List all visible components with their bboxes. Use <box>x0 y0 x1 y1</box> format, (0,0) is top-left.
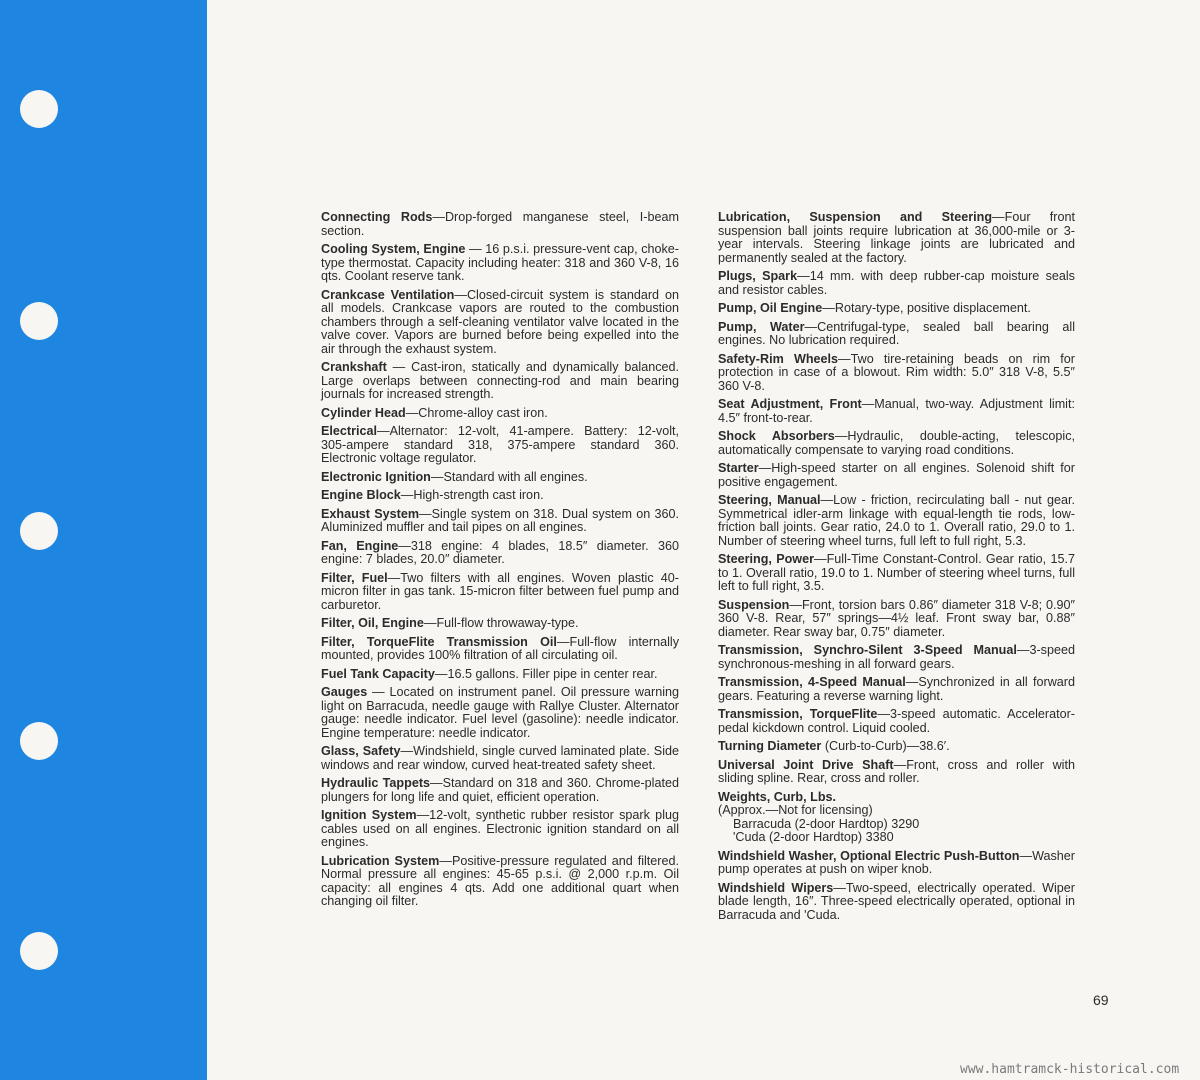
spec-separator: — <box>822 301 835 315</box>
spec-term: Plugs, Spark <box>718 269 798 283</box>
spec-entry <box>321 686 679 740</box>
spec-term: Shock Absorbers <box>718 429 835 443</box>
spec-separator: — <box>465 242 486 256</box>
spec-entry <box>321 777 679 804</box>
spec-entry <box>321 361 679 402</box>
spec-entry <box>321 289 679 357</box>
spec-description: Full-Time Constant-Control. Gear ratio, 15.7 to 1. Overall ratio, 19.0 to 1. Number of steering wheel turns, full left to full right, 3.5. <box>718 552 1075 593</box>
spec-separator: — <box>556 634 570 649</box>
spec-description: Two-speed, electrically operated. Wiper blade length, 16″. Three-speed electrically operated, optional in Barracuda and 'Cuda. <box>718 880 1075 922</box>
spec-term: Fan, Engine <box>321 538 399 553</box>
binder-hole <box>20 932 58 970</box>
spec-entry <box>718 462 1075 489</box>
spec-term: Cooling System, Engine <box>321 242 466 256</box>
spec-separator: — <box>833 880 846 895</box>
spec-description: Closed-circuit system is standard on all models. Crankcase vapors are routed to the combustion chambers through a self-cleaning ventilator valve located in the valve cover. Vapors are burned before being expelled into the air through the exhaust system. <box>321 287 679 356</box>
spec-separator: — <box>758 461 772 475</box>
spec-separator: — <box>789 597 802 612</box>
spec-description: 16 p.s.i. pressure-vent cap, choke-type thermostat. Capacity including heater: 318 and 360 V-8, 16 qts. Coolant reserve tank. <box>321 242 680 283</box>
spec-separator: — <box>992 210 1005 224</box>
spec-term: Pump, Oil Engine <box>718 301 823 315</box>
spec-description: 318 engine: 4 blades, 18.5″ diameter. 360 engine: 7 blades, 20.0″ diameter. <box>321 538 679 566</box>
spec-term: Exhaust System <box>321 506 420 521</box>
spec-separator: — <box>454 287 467 302</box>
page-number: 69 <box>1093 992 1109 1008</box>
spec-term: Windshield Wipers <box>718 880 834 895</box>
spec-term: Turning Diameter <box>718 739 822 753</box>
spec-entry <box>321 809 679 850</box>
spec-entry <box>718 676 1075 703</box>
spec-description: Alternator: 12-volt, 41-ampere. Battery: 12-volt, 305-ampere standard 318, 375-ampere standard 360. Electronic voltage regulator. <box>321 424 679 465</box>
spec-term: Electrical <box>321 424 378 438</box>
spec-description: Four front suspension ball joints require lubrication at 36,000-mile or 3-year intervals. Steering linkage joints are lubricated and permanently sealed at the factory. <box>718 210 1076 265</box>
spec-description: High-speed starter on all engines. Solenoid shift for positive engagement. <box>718 461 1075 489</box>
spec-separator: — <box>432 210 445 224</box>
spec-term: Transmission, Synchro-Silent 3-Speed Manual <box>718 643 1017 657</box>
spec-entry <box>321 471 679 485</box>
spec-separator: — <box>423 616 437 630</box>
spec-term: Filter, Fuel <box>321 570 388 585</box>
spec-description: Chrome-alloy cast iron. <box>418 405 548 420</box>
spec-separator: — <box>434 666 448 681</box>
spec-term: Hydraulic Tappets <box>321 776 431 790</box>
spec-description: Front, torsion bars 0.86″ diameter 318 V-8; 0.90″ 360 V-8. Rear, 57″ springs—4½ leaf. Front sway bar, 0.88″ diameter. Rear sway bar, 0.75″ diameter. <box>718 597 1075 639</box>
spec-description: 3-speed automatic. Accelerator-pedal kickdown control. Liquid cooled. <box>718 707 1075 735</box>
spec-description: Synchronized in all forward gears. Featuring a reverse warning light. <box>718 675 1075 703</box>
spec-entry <box>718 644 1075 671</box>
spec-entry <box>321 243 679 284</box>
spec-separator: — <box>834 429 848 443</box>
weights-line: Barracuda (2-door Hardtop) 3290 <box>733 816 920 831</box>
spec-separator: — <box>400 488 414 502</box>
weights-note: (Approx.—Not for licensing) <box>718 803 873 817</box>
weights-line: 'Cuda (2-door Hardtop) 3380 <box>733 830 894 844</box>
spec-description: Single system on 318. Dual system on 360. Aluminized muffler and tail pipes on all engines. <box>321 506 679 534</box>
spec-description: 14 mm. with deep rubber-cap moisture seals and resistor cables. <box>718 269 1075 297</box>
spec-description: Hydraulic, double-acting, telescopic, automatically compensate to varying road conditions. <box>718 429 1076 457</box>
spec-separator: — <box>386 360 412 374</box>
spec-separator: — <box>430 469 444 484</box>
spec-term: Weights, Curb, Lbs. <box>718 789 837 804</box>
spec-entry <box>321 572 679 613</box>
spec-description: Full-flow internally mounted, provides 100% filtration of all circulating oil. <box>321 634 680 662</box>
spec-separator: — <box>377 424 390 438</box>
binder-hole <box>20 90 58 128</box>
spec-entry <box>321 617 679 631</box>
spec-separator: — <box>387 570 401 585</box>
spec-entry <box>321 407 679 421</box>
spec-description: 3-speed synchronous-meshing in all forward gears. <box>718 643 1075 671</box>
spec-separator: — <box>797 269 810 283</box>
spec-term: Crankshaft <box>321 360 387 374</box>
spec-separator: — <box>861 397 875 411</box>
spec-entry <box>321 745 679 772</box>
spec-entry <box>718 398 1075 425</box>
spec-separator: — <box>820 493 834 507</box>
spec-term: Steering, Manual <box>718 493 821 507</box>
blue-binder-band <box>0 0 207 1080</box>
spec-entry <box>718 494 1075 548</box>
binder-hole <box>20 722 58 760</box>
spec-entry <box>321 540 679 567</box>
spec-column-left <box>321 211 679 914</box>
spec-term: Safety-Rim Wheels <box>718 351 839 366</box>
spec-term: Seat Adjustment, Front <box>718 397 862 411</box>
spec-term: Gauges <box>321 685 368 699</box>
spec-term: Ignition System <box>321 808 417 822</box>
spec-term: Transmission, TorqueFlite <box>718 707 878 721</box>
spec-description: Positive-pressure regulated and filtered. Normal pressure all engines: 45-65 p.s.i. @ 2,000 r.p.m. Oil capacity: all engines 4 qts. Add one additional quart when changing oil filter. <box>321 853 679 908</box>
spec-term: Windshield Washer, Optional Electric Push-Button <box>718 848 1020 863</box>
spec-entry <box>321 508 679 535</box>
binder-hole <box>20 302 58 340</box>
spec-term: Cylinder Head <box>321 405 406 420</box>
spec-term: Lubrication, Suspension and Steering <box>718 210 993 224</box>
spec-description: High-strength cast iron. <box>413 488 544 502</box>
spec-term: Starter <box>718 461 759 475</box>
spec-entry <box>718 599 1075 640</box>
spec-separator: — <box>1016 643 1030 657</box>
spec-term: Suspension <box>718 597 790 612</box>
spec-description: (Curb-to-Curb)—38.6′. <box>824 739 950 753</box>
spec-description: Standard on 318 and 360. Chrome-plated plungers for long life and quiet, efficient operation. <box>321 776 679 804</box>
spec-entry <box>321 636 679 663</box>
spec-separator: — <box>430 776 443 790</box>
spec-term: Steering, Power <box>718 552 814 566</box>
spec-entry <box>718 850 1075 877</box>
spec-description: Located on instrument panel. Oil pressure warning light on Barracuda, needle gauge with Rallye Cluster. Alternator gauge: needle indicator. Fuel level (gasoline): needle indicator. Engine temperature: needle indicator. <box>321 685 680 740</box>
spec-term: Fuel Tank Capacity <box>321 666 435 681</box>
spec-entry <box>718 321 1075 348</box>
spec-description: Washer pump operates at push on wiper knob. <box>718 848 1075 876</box>
spec-separator: — <box>804 319 818 334</box>
binder-hole <box>20 512 58 550</box>
spec-entry <box>718 353 1075 394</box>
spec-term: Filter, TorqueFlite Transmission Oil <box>321 634 557 649</box>
spec-description: Two tire-retaining beads on rim for protection in case of a blowout. Rim width: 5.0″ 318 V-8, 5.5″ 360 V-8. <box>718 351 1075 393</box>
spec-description: 12-volt, synthetic rubber resistor spark plug cables used on all engines. Electronic ignition standard on all engines. <box>321 808 679 849</box>
spec-entry <box>718 708 1075 735</box>
spec-term: Lubrication System <box>321 853 440 868</box>
spec-description: Two filters with all engines. Woven plastic 40-micron filter in gas tank. 15-micron filter between fuel pump and carburetor. <box>321 570 679 612</box>
spec-term: Crankcase Ventilation <box>321 287 455 302</box>
spec-separator: — <box>400 744 414 758</box>
spec-entry <box>321 489 679 503</box>
spec-entry <box>718 740 1075 754</box>
spec-entry <box>718 302 1075 316</box>
watermark: www.hamtramck-historical.com <box>960 1062 1180 1077</box>
spec-term: Pump, Water <box>718 319 805 334</box>
spec-separator: — <box>813 552 827 566</box>
spec-separator: — <box>367 685 390 699</box>
spec-description: Full-flow throwaway-type. <box>436 616 579 630</box>
spec-description: Low - friction, recirculating ball - nut gear. Symmetrical idler-arm linkage with equal-length tie rods, low-friction ball joints. Gear ratio, 24.0 to 1. Overall ratio, 29.0 to 1. Number of steering wheel turns, full left to full right, 5.3. <box>718 493 1075 548</box>
spec-entry <box>718 270 1075 297</box>
spec-entry <box>718 553 1075 594</box>
spec-description: Manual, two-way. Adjustment limit: 4.5″ front-to-rear. <box>718 397 1075 425</box>
spec-separator: — <box>877 707 890 721</box>
spec-entry <box>321 855 679 909</box>
spec-term: Electronic Ignition <box>321 469 431 484</box>
spec-entry <box>718 759 1075 786</box>
spec-column-right <box>718 211 1075 927</box>
spec-description: Centrifugal-type, sealed ball bearing all engines. No lubrication required. <box>718 319 1075 347</box>
spec-entry <box>718 430 1075 457</box>
spec-term: Engine Block <box>321 488 401 502</box>
spec-term: Transmission, 4-Speed Manual <box>718 675 906 689</box>
spec-separator: — <box>1019 848 1033 863</box>
spec-entry <box>718 882 1075 923</box>
spec-description: Drop-forged manganese steel, I-beam section. <box>321 210 680 238</box>
spec-separator: — <box>905 675 919 689</box>
spec-description: Standard with all engines. <box>443 469 588 484</box>
spec-term: Connecting Rods <box>321 210 433 224</box>
spec-entry <box>321 668 679 682</box>
spec-description: Front, cross and roller with sliding spline. Rear, cross and roller. <box>718 757 1075 785</box>
spec-description: Cast-iron, statically and dynamically balanced. Large overlaps between connecting-rod and main bearing journals for increased strength. <box>321 360 680 401</box>
spec-entry-weights <box>718 791 1075 845</box>
spec-entry <box>321 211 679 238</box>
spec-separator: — <box>416 808 430 822</box>
spec-separator: — <box>838 351 851 366</box>
spec-description: 16.5 gallons. Filler pipe in center rear. <box>447 666 658 681</box>
spec-entry <box>321 425 679 466</box>
spec-separator: — <box>439 853 452 868</box>
spec-description: Rotary-type, positive displacement. <box>834 301 1031 315</box>
spec-separator: — <box>419 506 432 521</box>
spec-term: Glass, Safety <box>321 744 401 758</box>
spec-term: Universal Joint Drive Shaft <box>718 757 894 772</box>
spec-separator: — <box>405 405 419 420</box>
spec-description: Windshield, single curved laminated plate. Side windows and rear window, curved heat-treated safety sheet. <box>321 744 680 772</box>
spec-entry <box>718 211 1075 265</box>
spec-separator: — <box>398 538 411 553</box>
spec-separator: — <box>893 757 907 772</box>
spec-term: Filter, Oil, Engine <box>321 616 424 630</box>
